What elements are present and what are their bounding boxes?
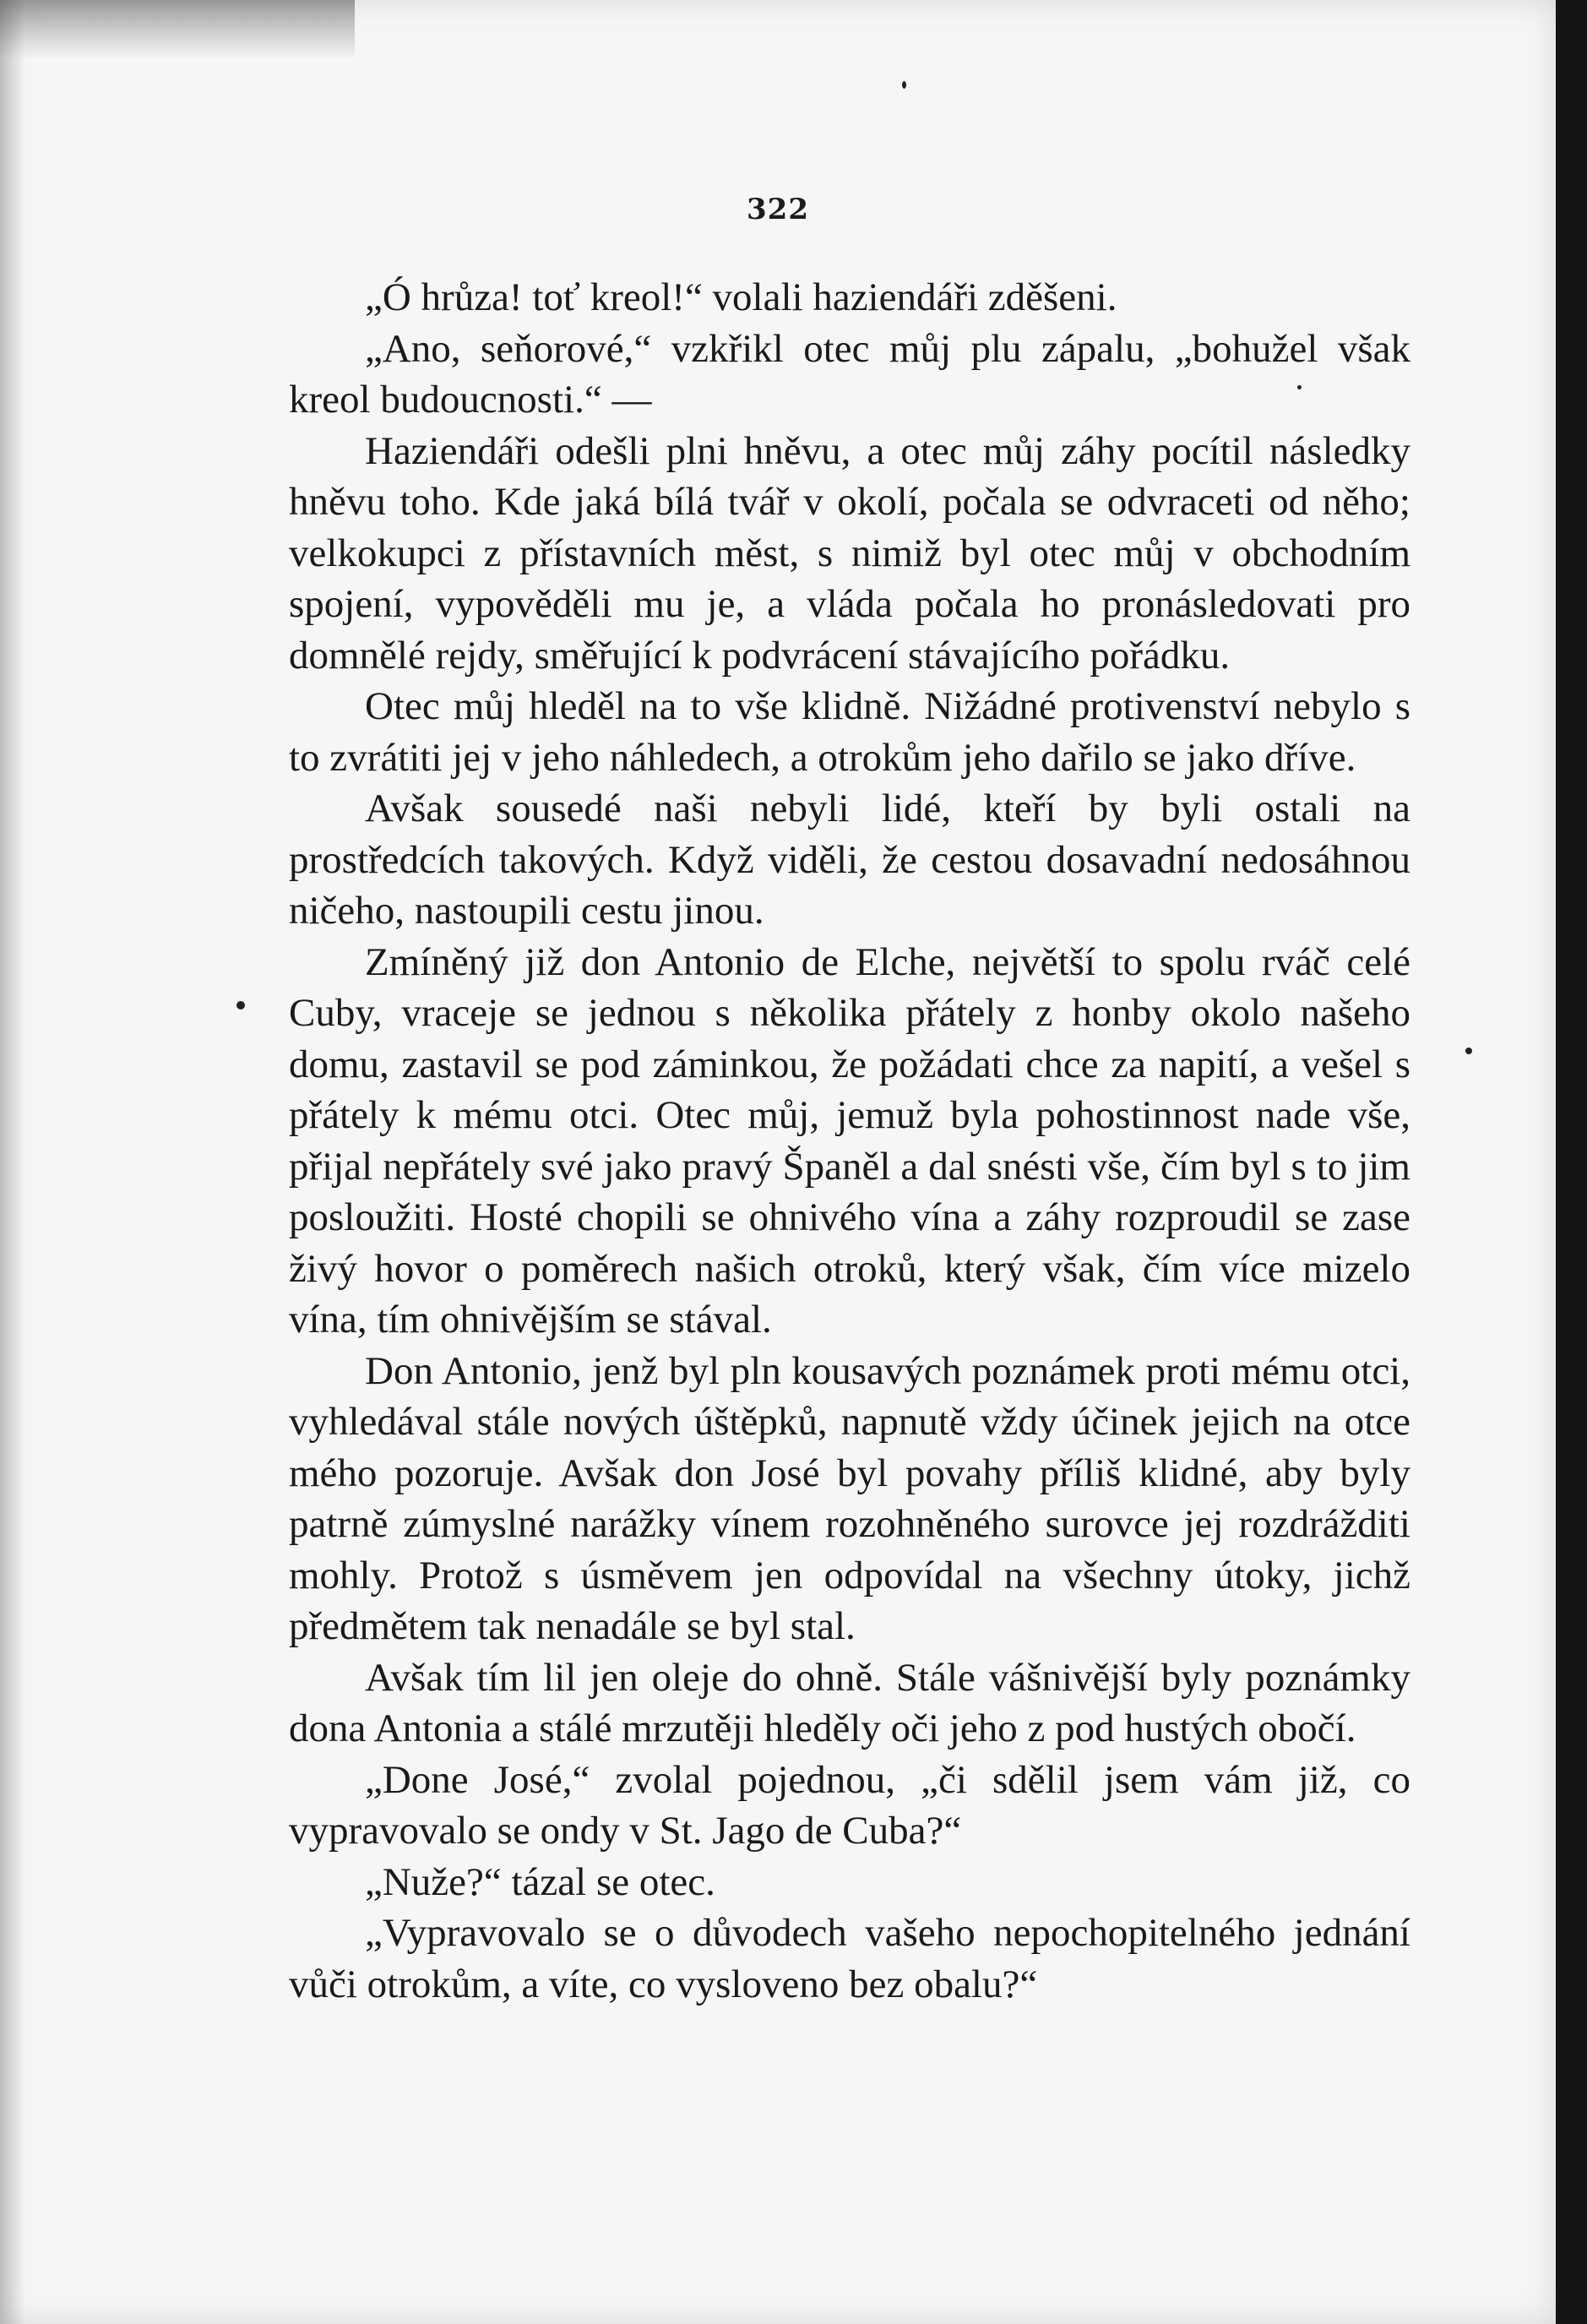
scan-speck [902,81,906,89]
scan-edge-dark [1556,0,1587,2324]
paragraph: Don Antonio, jenž byl pln kousavých poznámek proti mému otci, vyhledával stále nových úštěpků, napnutě vždy účinek jejich na otce mého pozoruje. Avšak don José byl povahy příliš klidné, aby byly patrně zúmyslné narážky vínem rozohněného surovce jej rozdrážditi mohly. Protož s úsměvem jen odpovídal na všechny útoky, jichž předmětem tak nenadále se byl stal. [289,1348,1410,1648]
paragraph: Avšak sousedé naši nebyli lidé, kteří by byli ostali na prostředcích takových. Když viděli, že cestou dosavadní nedosáhnou ničeho, nastoupili cestu jinou. [289,786,1410,933]
paragraph: Avšak tím lil jen oleje do ohně. Stále vášnivější byly poznámky dona Antonia a stálé mrzutěji hleděly oči jeho z pod hustých obočí. [289,1655,1410,1750]
paragraph: „Vypravovalo se o důvodech vašeho nepochopitelného jednání vůči otrokům, a víte, co vysloveno bez obalu?“ [289,1911,1410,2006]
paragraph: „Ano, seňorové,“ vzkřikl otec můj plu zápalu, „bohužel však kreol budoucnosti.“ — [289,326,1410,422]
scan-speck [236,1001,245,1010]
scan-shadow-top [0,0,355,59]
paragraph: „Done José,“ zvolal pojednou, „či sdělil jsem vám již, co vypravovalo se ondy v St. Jago de Cuba?“ [289,1757,1410,1853]
paragraph: Zmíněný již don Antonio de Elche, největší to spolu rváč celé Cuby, vraceje se jednou s několika přátely z honby okolo našeho domu, zastavil se pod záminkou, že požádati chce za napití, a vešel s přátely k mému otci. Otec můj, jemuž byla pohostinnost nade vše, přijal nepřátely své jako pravý Španěl a dal snésti vše, čím byl s to jim posloužiti. Hosté chopili se ohnivého vína a záhy rozproudil se zase živý hovor o poměrech našich otroků, který však, čím více mizelo vína, tím ohnivějším se stával. [289,939,1410,1342]
paragraph: „Nuže?“ tázal se otec. [365,1859,715,1904]
paragraph: „Ó hrůza! toť kreol!“ volali haziendáři zděšeni. [365,275,1117,319]
paragraph: Otec můj hleděl na to vše klidně. Nižádné protivenství nebylo s to zvrátiti jej v jeho náhledech, a otrokům jeho dařilo se jako dříve. [289,684,1410,780]
body-text [289,272,1410,2010]
scan-shadow-left [0,0,25,2324]
page-number: 322 [747,193,809,226]
paragraph: Haziendáři odešli plni hněvu, a otec můj záhy pocítil následky hněvu toho. Kde jaká bílá tvář v okolí, počala se odvraceti od něho; velkokupci z přístavních měst, s nimiž byl otec můj v obchodním spojení, vypověděli mu je, a vláda počala ho pronásledovati pro domnělé rejdy, směřující k podvrácení stávajícího pořádku. [289,428,1410,678]
scan-speck [1465,1048,1472,1054]
